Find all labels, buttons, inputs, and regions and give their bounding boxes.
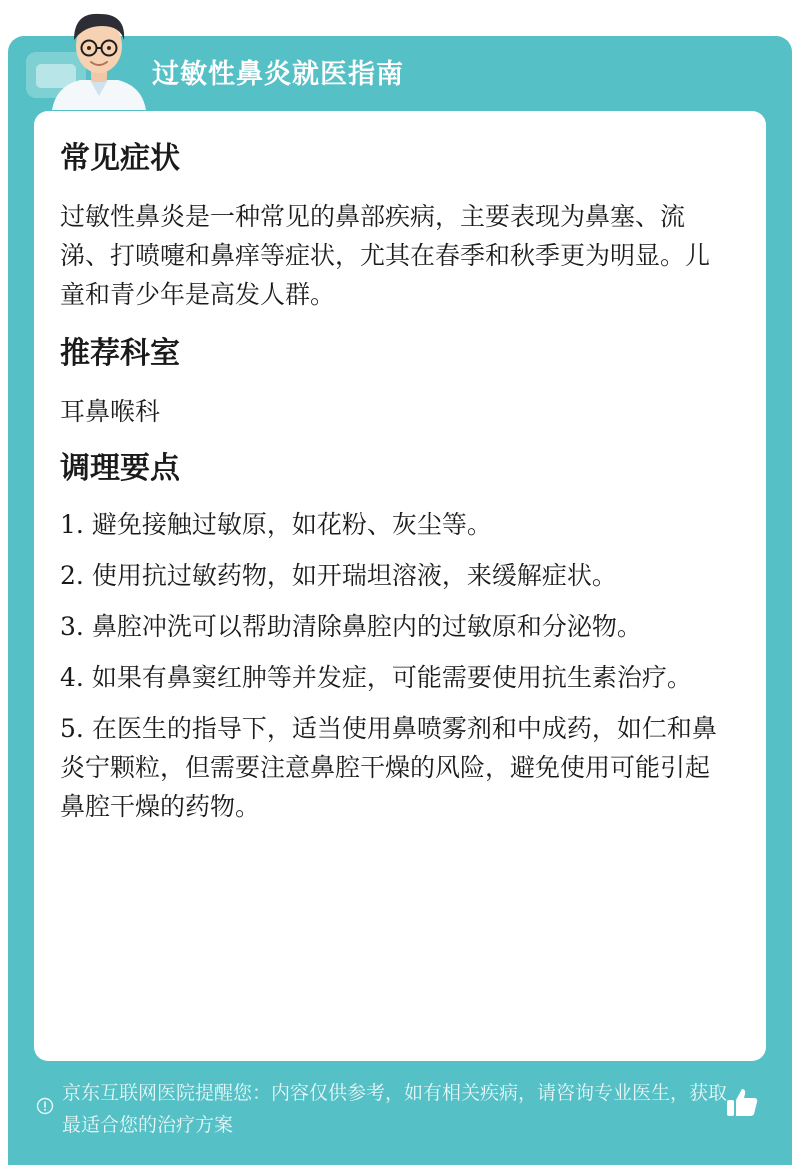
list-item: [60, 505, 732, 544]
info-icon: [36, 1097, 54, 1115]
list-item-text: 鼻腔冲洗可以帮助清除鼻腔内的过敏原和分泌物。: [91, 612, 642, 641]
list-item: [60, 658, 732, 697]
department-text: 耳鼻喉科: [60, 397, 161, 426]
footer-disclaimer: 京东互联网医院提醒您：内容仅供参考，如有相关疾病，请咨询专业医生，获取最适合您的治疗方案: [62, 1082, 728, 1136]
list-item-text: 在医生的指导下，适当使用鼻喷雾剂和中成药，如仁和鼻炎宁颗粒，但需要注意鼻腔干燥的风险，避免使用可能引起鼻腔干燥的药物。: [60, 714, 717, 821]
list-item-number: 5.: [60, 714, 84, 743]
department-heading: 推荐科室: [60, 336, 180, 371]
care-heading: 调理要点: [60, 451, 180, 486]
symptoms-text: 过敏性鼻炎是一种常见的鼻部疾病，主要表现为鼻塞、流涕、打喷嚏和鼻痒等症状，尤其在春季和秋季更为明显。儿童和青少年是高发人群。: [60, 202, 711, 309]
list-item-number: 2.: [60, 561, 84, 590]
list-item: [60, 556, 732, 595]
list-item: [60, 607, 732, 646]
list-item-text: 使用抗过敏药物，如开瑞坦溶液，来缓解症状。: [91, 561, 617, 590]
list-item-number: 3.: [60, 612, 84, 641]
guide-content: [60, 137, 732, 838]
symptoms-heading: 常见症状: [60, 141, 180, 176]
list-item: [60, 709, 732, 826]
doctor-avatar: [44, 6, 154, 110]
page-title: 过敏性鼻炎就医指南: [152, 59, 404, 90]
list-item-text: 如果有鼻窦红肿等并发症，可能需要使用抗生素治疗。: [91, 663, 692, 692]
thumbs-up-icon[interactable]: [724, 1085, 760, 1121]
list-item-number: 1.: [60, 510, 84, 539]
list-item-text: 避免接触过敏原，如花粉、灰尘等。: [91, 510, 492, 539]
list-item-number: 4.: [60, 663, 84, 692]
guide-card: [34, 111, 766, 1061]
care-list: [60, 505, 732, 826]
